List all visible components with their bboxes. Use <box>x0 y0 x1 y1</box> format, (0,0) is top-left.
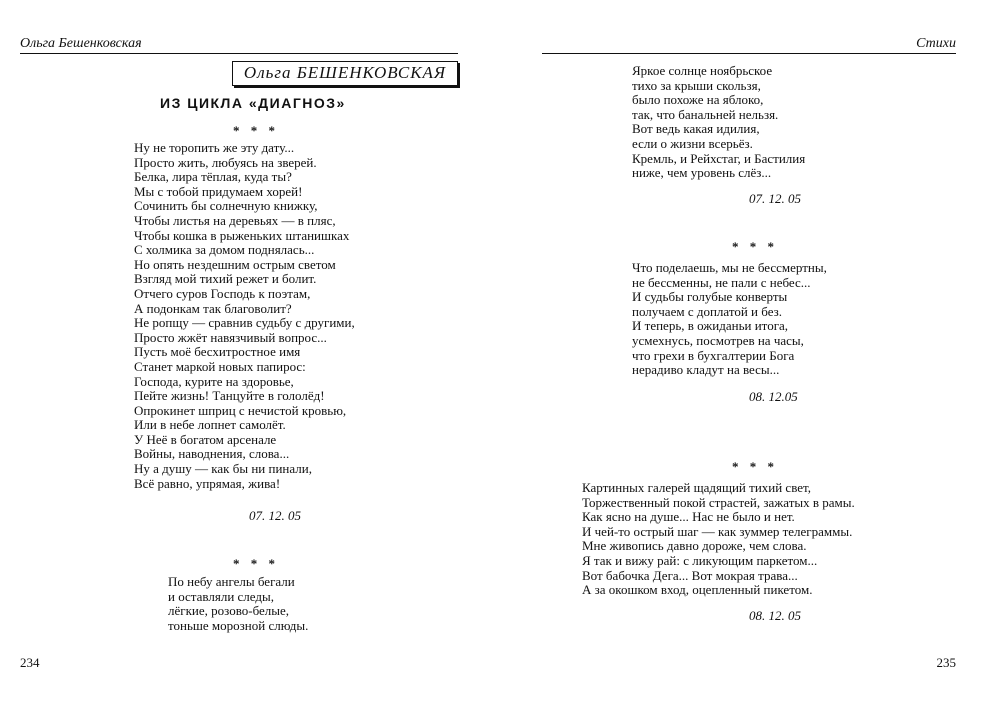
poem-continued <box>632 64 805 181</box>
poem-line: Просто жить, любуясь на зверей. <box>134 154 317 170</box>
poem-line: ниже, чем уровень слёз... <box>632 165 772 181</box>
right-page <box>500 0 1000 707</box>
poem-line: Войны, наводнения, слова... <box>134 446 290 462</box>
poem-line: усмехнусь, посмотрев на часы, <box>632 332 804 348</box>
poem-line: так, что банальней нельзя. <box>632 106 779 122</box>
poem-line: По небу ангелы бегали <box>168 574 295 589</box>
author-name-box: Ольга БЕШЕНКОВСКАЯ <box>232 61 458 86</box>
stanza-separator: * * * <box>732 239 778 254</box>
poem-line: Пейте жизнь! Танцуйте в гололёд! <box>134 388 325 404</box>
poem-1 <box>134 141 355 491</box>
poem-line: Вот ведь какая идилия, <box>632 121 760 137</box>
page-number-right: 235 <box>936 655 956 670</box>
poem-line: Просто жжёт навязчивый вопрос... <box>134 329 327 345</box>
poem-line: Мне живопись давно дороже, чем слова. <box>582 538 807 554</box>
poem-line: И теперь, в ожиданьи итога, <box>632 318 789 334</box>
poem-line: Чтобы листья на деревьях — в пляс, <box>134 212 336 228</box>
poem-line: Всё равно, упрямая, жива! <box>134 475 281 491</box>
poem-line: Белка, лира тёплая, куда ты? <box>134 169 292 185</box>
cycle-title: ИЗ ЦИКЛА «ДИАГНОЗ» <box>160 95 346 111</box>
running-head-left: Ольга Бешенковская <box>20 36 142 51</box>
stanza-separator: * * * <box>732 459 778 474</box>
poem-line: Опрокинет шприц с нечистой кровью, <box>134 402 347 418</box>
poem-line: Станет маркой новых папирос: <box>134 358 306 374</box>
poem-2 <box>168 575 308 633</box>
poem-line: Кремль, и Рейхстаг, и Бастилия <box>632 150 806 166</box>
poem-line: Ну не торопить же эту дату... <box>134 140 295 155</box>
poem-line: У Неё в богатом арсенале <box>134 431 277 447</box>
poem-date: 08. 12.05 <box>749 389 798 404</box>
poem-line: Чтобы кошка в рыженьких штанишках <box>134 227 350 243</box>
poem-line: не бессменны, не пали с небес... <box>632 274 811 290</box>
poem-line: Что поделаешь, мы не бессмертны, <box>632 260 827 275</box>
poem-line: что грехи в бухгалтерии Бога <box>632 347 795 363</box>
poem-line: если о жизни всерьёз. <box>632 135 753 151</box>
poem-line: Пусть моё бесхитростное имя <box>134 344 301 360</box>
poem-line: Не ропщу — сравнив судьбу с другими, <box>134 315 355 331</box>
running-head-right: Стихи <box>916 36 956 51</box>
poem-line: Вот бабочка Дега... Вот мокрая трава... <box>582 567 798 583</box>
poem-line: Ну а душу — как бы ни пинали, <box>134 461 312 477</box>
poem-line: лёгкие, розово-белые, <box>168 603 290 619</box>
poem-3 <box>632 261 827 378</box>
header-rule-right <box>542 53 956 54</box>
poem-line: С холмика за домом поднялась... <box>134 242 315 258</box>
poem-line: Отчего суров Господь к поэтам, <box>134 285 311 301</box>
stanza-separator: * * * <box>233 123 279 138</box>
poem-date: 07. 12. 05 <box>249 508 301 523</box>
poem-line: тихо за крыши скользя, <box>632 77 761 93</box>
poem-line: Сочинить бы солнечную книжку, <box>134 198 318 214</box>
page-number-left: 234 <box>20 655 40 670</box>
poem-line: получаем с доплатой и без. <box>632 303 783 319</box>
poem-line: Но опять нездешним острым светом <box>134 256 336 272</box>
poem-line: Мы с тобой придумаем хорей! <box>134 183 303 199</box>
stanza-separator: * * * <box>233 556 279 571</box>
poem-line: Яркое солнце ноябрьское <box>632 63 773 78</box>
poem-line: тоньше морозной слюды. <box>168 617 309 633</box>
header-rule-left <box>20 53 458 54</box>
poem-line: Взгляд мой тихий режет и болит. <box>134 271 317 287</box>
poem-line: Торжественный покой страстей, зажатых в рамы. <box>582 494 855 510</box>
poem-line: А за окошком вход, оцепленный пикетом. <box>582 582 813 598</box>
poem-date: 07. 12. 05 <box>749 191 801 206</box>
poem-line: и оставляли следы, <box>168 588 274 604</box>
poem-line: И судьбы голубые конверты <box>632 289 788 305</box>
poem-date: 08. 12. 05 <box>749 608 801 623</box>
poem-line: Или в небе лопнет самолёт. <box>134 417 286 433</box>
poem-line: А подонкам так благоволит? <box>134 300 292 316</box>
poem-line: нерадиво кладут на весы... <box>632 362 780 378</box>
poem-line: Картинных галерей щадящий тихий свет, <box>582 480 811 495</box>
poem-4 <box>582 481 855 598</box>
poem-line: И чей-то острый шаг — как зуммер телеграммы. <box>582 523 853 539</box>
poem-line: Как ясно на душе... Нас не было и нет. <box>582 509 795 525</box>
poem-line: Я так и вижу рай: с ликующим паркетом... <box>582 552 818 568</box>
poem-line: было похоже на яблоко, <box>632 92 764 108</box>
poem-line: Господа, курите на здоровье, <box>134 373 294 389</box>
